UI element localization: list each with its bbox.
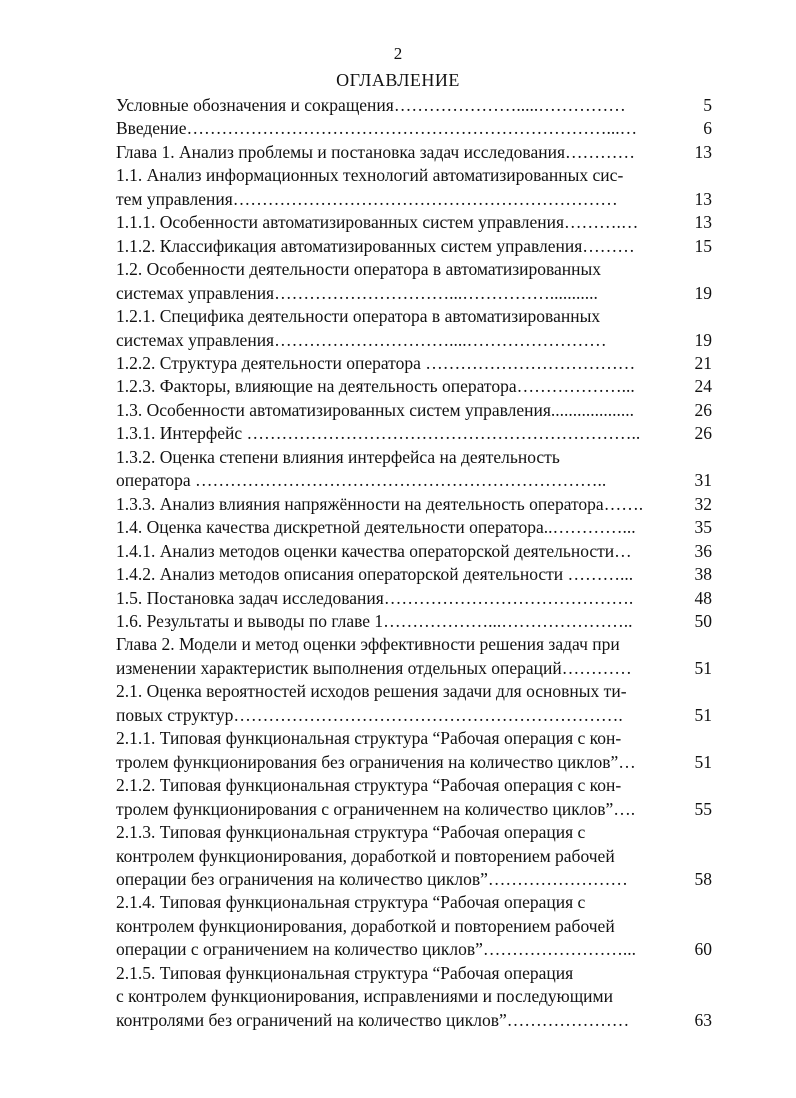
toc-entry xyxy=(116,211,712,234)
toc-page-number: 32 xyxy=(694,493,712,514)
toc-entry-text: 2.1.2. Типовая функциональная структура “Рабочая операция с кон- xyxy=(116,775,622,796)
toc-entry xyxy=(116,305,712,352)
toc-entry-text: повых структур…………………………………………………………. xyxy=(116,704,623,725)
toc-page-number: 51 xyxy=(694,657,712,678)
toc-entry-text: 1.1. Анализ информационных технологий автоматизированных сис- xyxy=(116,165,624,186)
toc-entry-text: оператора …………………………………………………………….. xyxy=(116,470,607,491)
toc-page-number: 36 xyxy=(694,540,712,561)
toc-entry xyxy=(116,610,712,633)
toc-entry-text: тролем функционирования без ограничения на количество циклов”… xyxy=(116,751,636,772)
toc-entry-text: 2.1.3. Типовая функциональная структура “Рабочая операция с xyxy=(116,822,586,843)
toc-entry xyxy=(116,399,712,422)
toc-entry-text: Условные обозначения и сокращения………………….....…………… xyxy=(116,95,626,115)
toc-entry-text: контролем функционирования, доработкой и повторением рабочей xyxy=(116,915,615,936)
toc-entry-text: с контролем функционирования, исправлениями и последующими xyxy=(116,986,613,1007)
toc-page-number: 63 xyxy=(694,1009,712,1030)
toc-entry xyxy=(116,235,712,258)
toc-entry-text: тем управления………………………………………………………… xyxy=(116,188,618,209)
toc-page-number: 58 xyxy=(694,868,712,889)
toc-entry-text: 1.3. Особенности автоматизированных систем управления................... xyxy=(116,399,635,420)
toc-page-number: 6 xyxy=(703,118,712,139)
toc-page-number: 38 xyxy=(694,564,712,585)
toc-page-number: 35 xyxy=(694,517,712,538)
toc-entry-text: 1.2.3. Факторы, влияющие на деятельность оператора………………... xyxy=(116,376,635,397)
toc-entry xyxy=(116,258,712,305)
toc-page-number: 15 xyxy=(694,235,712,256)
toc-entry-text: 2.1.4. Типовая функциональная структура “Рабочая операция с xyxy=(116,892,586,913)
toc-entry-text: 1.1.2. Классификация автоматизированных систем управления……… xyxy=(116,235,635,256)
toc-entry-text: 2.1.1. Типовая функциональная структура “Рабочая операция с кон- xyxy=(116,728,622,749)
toc-entry xyxy=(116,446,712,493)
toc-entry xyxy=(116,164,712,211)
toc-entry-text: изменении характеристик выполнения отдельных операций………… xyxy=(116,657,632,678)
toc-entry-text: Введение………………………………………………………………...… xyxy=(116,118,638,139)
toc-entry-text: 1.4.2. Анализ методов описания операторской деятельности ………... xyxy=(116,564,634,585)
toc-entry-text: 1.2.1. Специфика деятельности оператора в автоматизированных xyxy=(116,306,601,327)
toc-page-number: 5 xyxy=(703,95,712,115)
toc-entry xyxy=(116,563,712,586)
toc-entry-text: 1.4. Оценка качества дискретной деятельности оператора..…………... xyxy=(116,517,636,538)
toc-entry-text: 1.5. Постановка задач исследования……………………………………. xyxy=(116,587,634,608)
toc-entry-text: системах управления…………………………...……………........... xyxy=(116,282,598,303)
toc-page-number: 51 xyxy=(694,751,712,772)
toc-entry-text: операции без ограничения на количество циклов”…………………… xyxy=(116,868,628,889)
toc-page-number: 48 xyxy=(694,587,712,608)
toc-entry xyxy=(116,891,712,961)
toc-entry xyxy=(116,680,712,727)
toc-entry xyxy=(116,821,712,891)
toc-page-number: 13 xyxy=(694,212,712,233)
toc-entry xyxy=(116,587,712,610)
toc-entry-text: 1.3.2. Оценка степени влияния интерфейса на деятельность xyxy=(116,446,560,467)
toc-entry xyxy=(116,422,712,445)
page-title: ОГЛАВЛЕНИЕ xyxy=(336,70,460,90)
toc-entry-text: операции с ограничением на количество циклов”……………………... xyxy=(116,939,637,960)
toc-page-number: 21 xyxy=(694,352,712,373)
toc-entry xyxy=(116,141,712,164)
toc-entry xyxy=(116,540,712,563)
toc-entry xyxy=(116,375,712,398)
toc-page-number: 55 xyxy=(694,798,712,819)
toc-page-number: 13 xyxy=(694,141,712,162)
toc-page-number: 31 xyxy=(694,470,712,491)
toc-entry xyxy=(116,117,712,140)
table-of-contents xyxy=(116,94,712,1032)
toc-page-number: 60 xyxy=(694,939,712,960)
toc-entry xyxy=(116,774,712,821)
toc-page-number: 24 xyxy=(694,376,712,397)
toc-entry-text: Глава 2. Модели и метод оценки эффективности решения задач при xyxy=(116,634,620,655)
toc-entry-text: 1.4.1. Анализ методов оценки качества операторской деятельности… xyxy=(116,540,632,561)
toc-page-number: 26 xyxy=(694,423,712,444)
toc-entry-text: тролем функционирования с ограниченнем на количество циклов”…. xyxy=(116,798,636,819)
toc-entry xyxy=(116,727,712,774)
toc-entry xyxy=(116,352,712,375)
toc-page-number: 51 xyxy=(694,704,712,725)
page-number: 2 xyxy=(393,44,403,63)
toc-entry-text: контролями без ограничений на количество циклов”………………… xyxy=(116,1009,630,1030)
toc-entry-text: 1.3.3. Анализ влияния напряжённости на деятельность оператора……. xyxy=(116,493,644,514)
toc-entry xyxy=(116,94,712,117)
toc-entry-text: 1.1.1. Особенности автоматизированных систем управления……….… xyxy=(116,212,639,233)
toc-page-number: 50 xyxy=(694,610,712,631)
toc-page-number: 26 xyxy=(694,399,712,420)
toc-entry-text: 2.1. Оценка вероятностей исходов решения задачи для основных ти- xyxy=(116,681,627,702)
toc-entry-text: 2.1.5. Типовая функциональная структура “Рабочая операция xyxy=(116,962,574,983)
toc-entry xyxy=(116,493,712,516)
toc-entry xyxy=(116,633,712,680)
toc-entry-text: 1.2. Особенности деятельности оператора в автоматизированных xyxy=(116,259,602,280)
toc-page-number: 19 xyxy=(694,329,712,350)
toc-entry-text: Глава 1. Анализ проблемы и постановка задач исследования………… xyxy=(116,141,636,162)
toc-entry-text: 1.6. Результаты и выводы по главе 1………………...………………….. xyxy=(116,610,633,631)
toc-entry-text: системах управления…………………………....…………………… xyxy=(116,329,607,350)
toc-entry-text: 1.3.1. Интерфейс ………………………………………………………….. xyxy=(116,423,641,444)
toc-entry-text: 1.2.2. Структура деятельности оператора ……………………………… xyxy=(116,352,636,373)
toc-page-number: 19 xyxy=(694,282,712,303)
toc-page-number: 13 xyxy=(694,188,712,209)
toc-entry xyxy=(116,516,712,539)
toc-entry-text: контролем функционирования, доработкой и повторением рабочей xyxy=(116,845,615,866)
toc-entry xyxy=(116,962,712,1032)
